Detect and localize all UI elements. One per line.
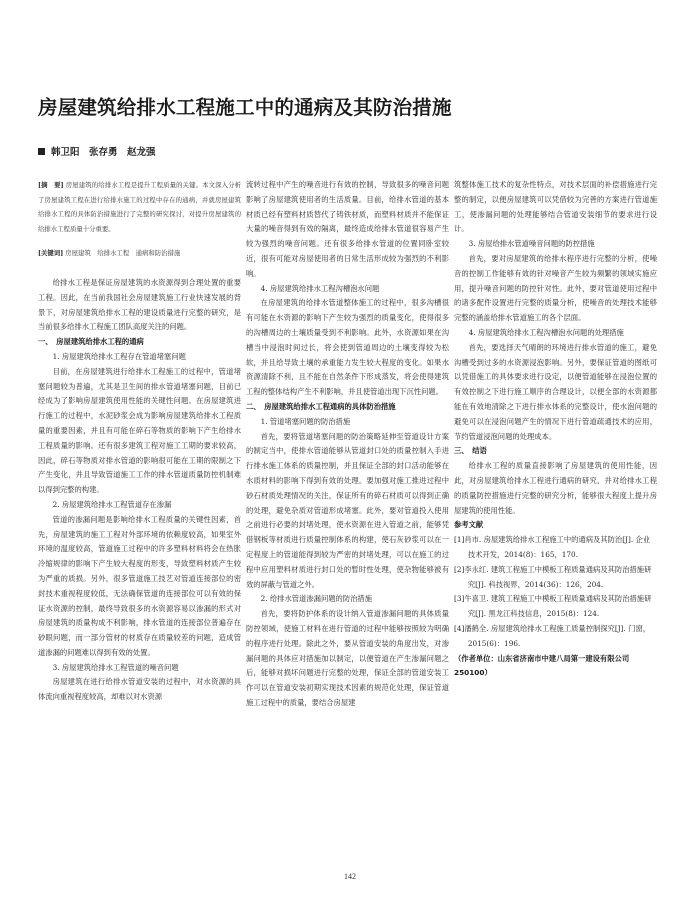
keywords [38,246,241,261]
square-bullet-icon [38,148,45,155]
paragraph-continued: 筑整体施工技术的复杂性特点，对技术层面的补偿措施进行完整的制定，以便房屋建筑可以凭借较为完善的方案进行管道施工，使渗漏问题的处理能够结合管道安装细节的要求进行设计。 [454,180,657,234]
subheading-1-1: 1. 房屋建筑给排水工程存在管道堵塞问题 [52,351,186,361]
reference-item: [4]潘鹤全. 房屋建筑给排水工程施工质量控制探究[J]. 门窗，2015(6)：196. [454,623,651,648]
paragraph: 管道的渗漏问题是影响给排水工程质量的关键性因素，首先，房屋建筑的施工工程对外部环境的依赖度较高，如果室外环境的温度较高，管道施工过程中的许多塑料材料将会在热胀冷缩规律的影响下产生较大程度的形变，导致塑料材质产生较为严重的质损。另外，很多管道施工技艺对管道连接部位的密封技术重视程度较低，无法确保管道的连接部位可以有效的保证水资源的控制，最终导致很多的水资源容易以渗漏的形式对房屋建筑的质量构成不利影响，排水管道的连接部位普遍存在砂眼问题，而一部分管材的材质存在质量较差的问题，造成管道渗漏的问题难以得到有效的处置。 [38,514,241,657]
section-heading-1: 一、 房屋建筑给排水工程的通病 [38,337,144,347]
author-line [38,146,156,159]
abstract [38,178,241,236]
paragraph: 房屋建筑在进行给排水管道安装的过程中，对水资源的具体流向重视程度较高，却难以对水资源 [38,677,241,702]
paragraph: 首先，要将防护体系的设计纳入管道渗漏问题的具体质量防控领域，使施工材料在进行管道的过程中能够按照较为明确的程序进行处理。除此之外，要从管道安装的角度出发，对渗漏问题的具体应对措施加以制定，以便管道在产生渗漏问题之后，能够对损坏问题进行完整的处理，保证全部的管道安装工作可以在管道安装初期实现技术因素的规范化处理，保证管道施工过程中的质量，要结合房屋建 [246,609,449,707]
subheading-1-3: 3. 房屋建筑给排水工程管道的噪音问题 [52,662,179,672]
section-heading-3: 三、 结语 [454,446,487,456]
paragraph: 首先，要将管道堵塞问题的防治策略延伸至管道设计方案的制定当中，使排水管道能够从管道封口处的质量控制入手进行排水施工体系的质量控制，并且保证全部的封口活动能够在水质材料的影响下得到有效的处理。要加强对施工推进过程中砂石材质处理情况的关注，保证所有的碎石材质可以得到正确的处理，避免杂质对管道形成堵塞。此外，要对管道投入使用之前进行必要的封堵处理，使水资源在进入管道之前，能够凭借钢板等材质进行质量控制体系的构建，使石灰砂浆可以在一定程度上的管道能得到较为严密的封堵处理，可以在施工的过程中应用塑料材质进行封口处的暂时性处理，使杂物能够被有效的屏蔽与管道之外。 [246,431,449,589]
paragraph: 首先，要对房屋建筑的给排水程序进行完整的分析，使噪音的控制工作能够有效的针对噪音产生较为频繁的领域实施应用，提升噪音问题的防控针对性。此外，要对管道使用过程中的诸多配件设置进行完整的质量分析，使噪音的处理技术能够完整的涵盖给排水管道施工的各个层面。 [454,253,657,323]
paragraph: 在房屋建筑的给排水管道整体施工的过程中，很多沟槽很有可能在水资源的影响下产生较为强烈的质量变化，使得很多的沟槽周边的土壤质量受到不利影响。此外，水资源如果在沟槽当中浸泡时间过长，将会使到管道周边的土壤变得较为松软，并且给导致土壤的承重能力发生较大程度的变化。如果水资源清除不利，且不能在自然条件下形成蒸发，将会使得建筑工程的整体结构产生不利影响，并且使管道出现下沉性问题。 [246,298,449,397]
keywords-label: [关键词] [38,249,64,258]
authors: 韩卫阳 张存勇 赵龙强 [51,147,156,158]
subheading-1-2: 2. 房屋建筑给排水工程管道存在渗漏 [52,499,172,509]
subheading-2-1: 1. 管道堵塞问题的防治措施 [260,416,351,426]
subheading-2-3: 3. 房屋给排水管道噪音问题的防控措施 [468,239,595,249]
abstract-label: [摘 要] [38,181,64,189]
article-title: 房屋建筑给排水工程施工中的通病及其防治措施 [38,96,452,119]
page-number: 142 [344,872,356,881]
subheading-2-4: 4. 房屋建筑给排水工程沟槽泡水问题的处理措施 [468,327,624,337]
author-affiliation: （作者单位：山东省济南市中建八局第一建设有限公司 250100） [454,653,630,678]
paragraph: 首先，要选择天气晴朗的环境进行排水管道的施工，避免沟槽受到过多的水资源浸泡影响。另外，要保证管道的图纸可以凭借施工的具体要求进行设定，以便管道能够在浸泡位置的有效控制之下进行施工顺序的合理设计，以便全部的水资源都能在有效地清除之下进行排水体系的完整设计，使水泡问题的避免可以在浸泡问题产生的情况下进行管道疏通技术的应用，节约管道浸泡问题的处理成本。 [454,342,657,441]
section-heading-2: 二、 房屋建筑给排水工程通病的具体防治措施 [246,401,396,411]
intro-paragraph: 给排水工程是保证房屋建筑的水资源得到合理处置的重要工程。因此，在当前我国社会房屋建筑施工行业快速发展的背景下，对房屋建筑给排水工程的建设质量进行完整的研究，是当前很多给排水工程施工团队高度关注的问题。 [38,277,241,332]
subheading-2-2: 2. 给排水管道渗漏问题的防治措施 [260,594,373,604]
paragraph: 给排水工程的质量直接影响了房屋建筑的使用性能，因此，对房屋建筑给排水工程进行通病的研究，并对给排水工程的质量防控措施进行完整的研究分析，能够很大程度上提升房屋建筑的使用性能。 [454,461,657,515]
reference-item: [2]李永红. 建筑工程施工中模板工程质量通病及其防治措施研究[J]. 科技视界，2014(36)：126，204. [454,564,652,589]
column-middle [246,178,449,711]
references-heading: 参考文献 [454,520,484,530]
column-left [38,178,241,705]
keywords-text: 房屋建筑 给排水工程 通病和防治措施 [65,249,181,258]
reference-item: [1]肖市. 房屋建筑给排水工程施工中的通病及其防治[J]. 企业技术开发，2014(8)：165，170. [454,535,651,559]
paragraph: 目前，在房屋建筑进行给排水工程施工的过程中，管道堵塞问题较为普遍，尤其是卫生间的排水管道堵塞问题，目前已经成为了影响房屋建筑使用性能的关键性问题。在房屋建筑进行施工的过程中，水泥砂浆会成为影响房屋建筑给排水工程质量的重要因素，并且有可能在碎石等物质的影响下产生给排水工程质量的影响。还有很多建筑工程对施工工期的要求较高，因此，碎石等物质对排水管道的影响很可能在工期的限制之下产生变化，并且导致管道施工工作的排水管道质量防控机制难以得到完整的构建。 [38,366,241,495]
abstract-text: 房屋建筑的给排水工程是提升工程质量的关键。本文深入分析了房屋建筑工程在进行给排水施工的过程中存在的通病，并就房屋建筑给排水工程的具体防治措施进行了完整的研究探讨，对提升房屋建筑的给排水工程质量十分重要。 [38,181,241,233]
reference-item: [3]牛喜卫. 建筑工程施工中模板工程质量通病及其防治措施研究[J]. 黑龙江科技信息，2015(8)：124. [454,594,652,619]
column-right [454,178,657,681]
subheading-1-4: 4. 房屋建筑给排水工程沟槽泡水问题 [260,283,380,293]
paragraph-continued: 流转过程中产生的噪音进行有效的控制，导致很多的噪音问题影响了房屋建筑使用者的生活质量。目前，给排水管道的基本材质已经有塑料材质替代了铸铁材质，而塑料材质并不能保证大量的噪音得到有效的隔离，最终造成给排水管道很容易产生较为强烈的噪音问题。还有很多给排水管道的位置同卧室较近，很有可能对房屋使用者的日常生活形成较为强烈的不利影响。 [246,180,449,278]
